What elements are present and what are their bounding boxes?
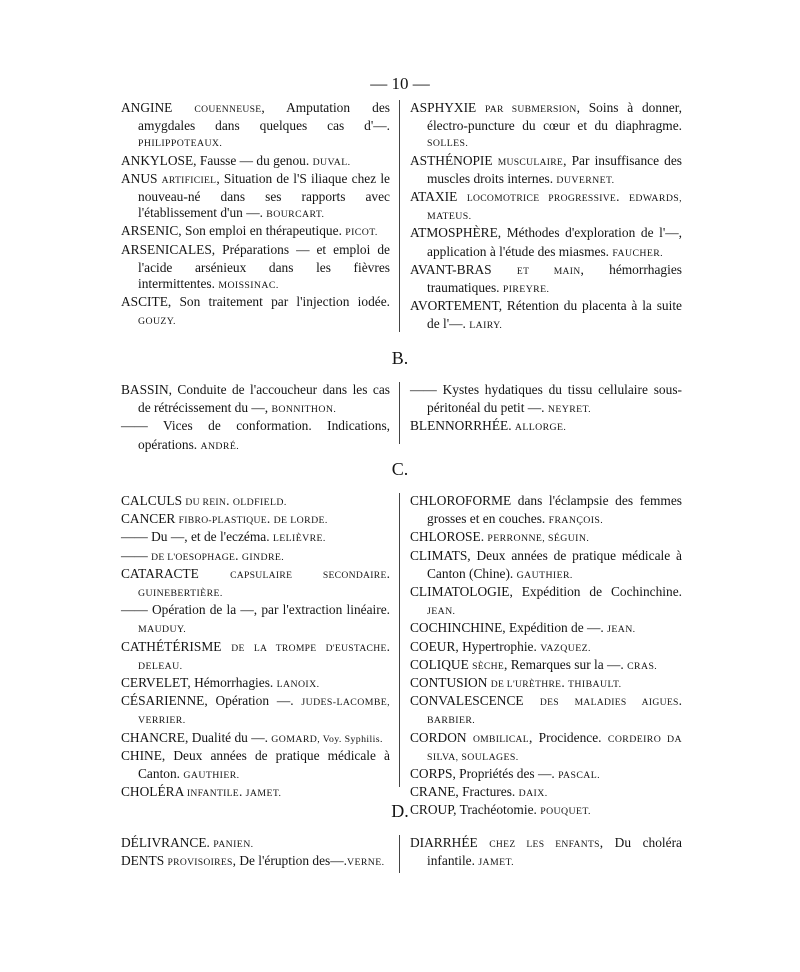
entry-author: PICOT. bbox=[345, 227, 378, 239]
index-entry bbox=[410, 730, 682, 766]
column-divider bbox=[399, 100, 400, 332]
section-b-left-column bbox=[121, 382, 390, 455]
entry-author: PHILIPPOTEAUX. bbox=[138, 138, 223, 150]
entry-heading: DÉLIVRANCE bbox=[121, 835, 207, 850]
entry-heading: CHOLÉRA bbox=[121, 784, 187, 800]
entry-qualifier: OMBILICAL bbox=[472, 733, 529, 745]
entry-text: , Amputation des amygdales dans quelques cas d'—. bbox=[138, 100, 390, 134]
index-entry bbox=[121, 835, 390, 853]
entry-text: . bbox=[480, 529, 488, 545]
entry-author: SOLLES. bbox=[427, 138, 469, 150]
entry-author: NEYRET. bbox=[547, 404, 592, 416]
entry-qualifier: ARTIFICIEL bbox=[161, 174, 217, 186]
section-letter-b: B. bbox=[391, 348, 409, 368]
entry-text: , De l'éruption des—. bbox=[232, 853, 347, 869]
entry-heading: ATMOSPHÈRE bbox=[410, 225, 498, 241]
entry-author: PANIEN. bbox=[213, 839, 254, 850]
entry-heading: CLIMATOLOGIE bbox=[410, 584, 510, 600]
entry-text: Du —, et de l'eczéma. bbox=[151, 529, 273, 545]
index-entry bbox=[121, 511, 390, 529]
entry-text: . bbox=[238, 784, 246, 800]
entry-author: BONNITHON. bbox=[271, 404, 337, 416]
entry-qualifier: DE L'OESOPHAGE bbox=[151, 551, 236, 563]
index-entry bbox=[121, 566, 390, 602]
entry-heading: CHINE bbox=[121, 747, 162, 763]
entry-heading: ASPHYXIE bbox=[410, 100, 485, 115]
index-entry bbox=[121, 675, 390, 693]
entry-heading: ARSENICALES bbox=[121, 241, 212, 257]
entry-author: FRANÇOIS. bbox=[548, 515, 604, 527]
entry-text: , Propriétés des —. bbox=[452, 766, 559, 782]
index-entry bbox=[410, 493, 682, 529]
entry-qualifier: INFANTILE bbox=[186, 788, 239, 800]
index-entry bbox=[410, 548, 682, 584]
entry-heading: COEUR bbox=[410, 638, 456, 654]
section-a-right-column bbox=[410, 100, 682, 335]
entry-heading: AVANT-BRAS bbox=[410, 261, 517, 277]
index-entry bbox=[410, 693, 682, 729]
entry-heading: CHLOROFORME bbox=[410, 493, 512, 508]
section-letter-c: C. bbox=[391, 459, 409, 479]
index-entry bbox=[410, 298, 682, 334]
index-entry bbox=[121, 748, 390, 784]
column-divider bbox=[399, 493, 400, 787]
entry-heading: CORPS bbox=[410, 766, 453, 782]
entry-text: . bbox=[235, 547, 242, 563]
entry-author: MAUDUY. bbox=[138, 624, 187, 636]
entry-text: Kystes hydatiques du tissu cellulaire sous-péritonéal du petit —. bbox=[427, 382, 682, 416]
entry-text: , Du choléra infantile. bbox=[427, 835, 682, 869]
index-entry bbox=[410, 766, 682, 784]
entry-author: THIBAULT. bbox=[568, 679, 622, 691]
section-c-right-column bbox=[410, 493, 682, 821]
entry-text: , Opération —. bbox=[204, 693, 302, 709]
entry-heading: ANGINE bbox=[121, 100, 195, 115]
entry-author: GOUZY. bbox=[138, 316, 176, 328]
index-entry bbox=[410, 189, 682, 225]
index-entry bbox=[121, 223, 390, 241]
page-number: — 10 — bbox=[370, 74, 430, 93]
index-entry bbox=[121, 100, 390, 153]
entry-heading: CÉSARIENNE bbox=[121, 693, 205, 709]
index-entry bbox=[121, 493, 390, 511]
index-entry bbox=[410, 675, 682, 693]
entry-text: , Hémorrhagies. bbox=[187, 675, 277, 691]
entry-text: , Procidence. bbox=[528, 729, 608, 745]
entry-heading: DENTS bbox=[121, 853, 168, 869]
entry-author: GUINEBERTIÈRE. bbox=[138, 588, 223, 600]
entry-text: , Par insuffisance des muscles droits internes. bbox=[427, 152, 683, 186]
entry-heading: AVORTEMENT bbox=[410, 298, 499, 314]
index-entry bbox=[121, 382, 390, 418]
entry-text: . bbox=[386, 565, 390, 581]
entry-qualifier: DE LA TROMPE D'EUSTACHE bbox=[231, 642, 387, 654]
entry-author: FAUCHER. bbox=[612, 247, 664, 259]
entry-author: DUVERNET. bbox=[556, 174, 615, 186]
entry-author: PASCAL. bbox=[558, 770, 600, 782]
entry-heading: BLENNORRHÉE bbox=[410, 418, 509, 434]
entry-qualifier: COUENNEUSE bbox=[194, 104, 262, 115]
index-entry bbox=[121, 242, 390, 295]
entry-author: JEAN. bbox=[427, 606, 456, 618]
entry-text: , Fractures. bbox=[455, 784, 519, 800]
index-entry bbox=[410, 657, 682, 675]
entry-author: ANDRÉ. bbox=[200, 440, 240, 452]
entry-heading: DIARRHÉE bbox=[410, 835, 490, 850]
entry-heading: ARSENIC bbox=[121, 223, 179, 239]
entry-qualifier: MUSCULAIRE bbox=[497, 156, 564, 168]
entry-author: GAUTHIER. bbox=[183, 770, 240, 782]
entry-text: Vices de conformation. Indications, opérations. bbox=[138, 418, 391, 452]
index-entry bbox=[121, 548, 390, 566]
entry-text: . bbox=[561, 675, 569, 691]
entry-author: PIREYRE. bbox=[502, 284, 550, 296]
index-entry bbox=[410, 639, 682, 657]
entry-qualifier: DU REIN bbox=[185, 497, 227, 508]
entry-heading: COLIQUE bbox=[410, 656, 473, 672]
entry-author: EDWARDS, MATEUS. bbox=[427, 193, 682, 223]
entry-qualifier: LOCOMOTRICE PROGRESSIVE bbox=[466, 193, 617, 205]
entry-heading: CORDON bbox=[410, 729, 473, 745]
index-entry bbox=[121, 153, 390, 171]
entry-text: , Conduite de l'accoucheur dans les cas de rétrécissement du —, bbox=[138, 382, 390, 416]
entry-text: . bbox=[386, 638, 390, 654]
index-entry bbox=[121, 171, 390, 224]
section-c-left-column bbox=[121, 493, 390, 802]
entry-heading: ASTHÉNOPIE bbox=[410, 152, 498, 168]
entry-heading: CATHÉTÉRISME bbox=[121, 638, 232, 654]
entry-author: JAMET. bbox=[245, 788, 282, 800]
entry-qualifier: ET MAIN bbox=[516, 265, 581, 277]
entry-qualifier: SÈCHE bbox=[472, 660, 504, 672]
entry-text: . bbox=[206, 835, 214, 850]
entry-heading: COCHINCHINE bbox=[410, 620, 503, 636]
index-entry bbox=[410, 835, 682, 871]
index-entry bbox=[121, 294, 390, 330]
index-entry bbox=[410, 225, 682, 261]
entry-heading: BASSIN bbox=[121, 382, 169, 397]
entry-heading: CRANE bbox=[410, 784, 456, 800]
entry-text: , Hypertrophie. bbox=[455, 638, 541, 654]
entry-text: , Situation de l'S iliaque chez le nouveau-né dans ses rapports avec l'établissement d'un —. bbox=[138, 170, 390, 221]
entry-heading: —— bbox=[121, 529, 152, 545]
column-divider bbox=[399, 835, 400, 873]
section-d-right-column bbox=[410, 835, 682, 871]
index-entry bbox=[121, 784, 390, 802]
entry-heading: CANCER bbox=[121, 511, 179, 527]
index-entry bbox=[410, 382, 682, 418]
index-entry bbox=[121, 529, 390, 547]
entry-qualifier: PROVISOIRES bbox=[167, 857, 233, 869]
index-entry bbox=[410, 784, 682, 802]
entry-author: POUQUET. bbox=[540, 806, 591, 818]
entry-text: dans l'éclampsie des femmes grosses et en couches. bbox=[427, 493, 682, 527]
entry-author: CRAS. bbox=[627, 660, 658, 672]
entry-qualifier: CAPSULAIRE SECONDAIRE bbox=[230, 569, 387, 581]
entry-text: , Préparations — et emploi de l'acide arsénieux dans les fièvres intermittentes. bbox=[138, 241, 390, 292]
entry-heading: ANUS bbox=[121, 170, 162, 186]
entry-qualifier: CHEZ LES ENFANTS bbox=[489, 839, 600, 850]
entry-text: , Méthodes d'exploration de l'—, application à l'étude des miasmes. bbox=[427, 225, 682, 259]
entry-author: LAIRY. bbox=[469, 320, 503, 332]
entry-author: DE LORDE. bbox=[273, 515, 328, 527]
entry-heading: ATAXIE bbox=[410, 189, 467, 205]
entry-heading: ASCITE bbox=[121, 294, 168, 310]
entry-text: , Trachéotomie. bbox=[453, 802, 541, 818]
entry-heading: —— bbox=[121, 602, 152, 618]
entry-text: . bbox=[266, 511, 274, 527]
entry-heading: CATARACTE bbox=[121, 565, 231, 581]
entry-text: . bbox=[226, 493, 233, 508]
entry-author: GAUTHIER. bbox=[516, 569, 573, 581]
entry-heading: CONTUSION bbox=[410, 675, 491, 691]
section-d-left-column bbox=[121, 835, 390, 871]
entry-text: , hémorrhagies traumatiques. bbox=[427, 261, 682, 296]
entry-heading: —— bbox=[121, 547, 152, 563]
entry-author: BARBIER. bbox=[427, 715, 476, 727]
index-entry bbox=[410, 262, 682, 298]
section-b-right-column bbox=[410, 382, 682, 437]
entry-author: DUVAL. bbox=[312, 156, 351, 168]
entry-text: , Son traitement par l'injection iodée. bbox=[167, 294, 390, 310]
entry-text: , Expédition de Cochinchine. bbox=[509, 584, 682, 600]
entry-author: JAMET. bbox=[478, 857, 515, 869]
entry-heading: CERVELET bbox=[121, 675, 188, 691]
entry-text: , Son emploi en thérapeutique. bbox=[178, 223, 346, 239]
entry-text: . bbox=[508, 418, 515, 434]
entry-heading: CROUP bbox=[410, 802, 454, 818]
entry-text: , Dualité du —. bbox=[185, 729, 272, 745]
index-entry bbox=[121, 418, 390, 454]
index-entry bbox=[121, 693, 390, 729]
entry-text: , Expédition de —. bbox=[502, 620, 608, 636]
entry-author: OLDFIELD. bbox=[232, 497, 287, 508]
entry-qualifier: DE L'URÈTHRE bbox=[490, 679, 562, 691]
entry-author: PERRONNE, SÉGUIN. bbox=[487, 533, 590, 545]
index-entry bbox=[410, 100, 682, 153]
entry-heading: ANKYLOSE bbox=[121, 152, 194, 168]
entry-heading: CHLOROSE bbox=[410, 529, 481, 545]
entry-author: BOURCART. bbox=[266, 209, 325, 221]
entry-author: DAIX. bbox=[518, 788, 548, 800]
entry-text: . bbox=[616, 189, 629, 205]
entry-heading: CLIMATS bbox=[410, 547, 468, 563]
entry-author: DELEAU. bbox=[138, 660, 183, 672]
entry-text: , Soins à donner, électro-puncture du cœur et du diaphragme. bbox=[427, 100, 682, 134]
entry-author: ALLORGE. bbox=[514, 422, 567, 434]
entry-text: , Deux années de pratique médicale à Canton. bbox=[138, 747, 390, 782]
entry-heading: CHANCRE bbox=[121, 729, 185, 745]
entry-qualifier: FIBRO-PLASTIQUE bbox=[178, 515, 267, 527]
index-entry bbox=[121, 730, 390, 748]
entry-heading: —— bbox=[121, 418, 163, 434]
entry-author: GINDRE. bbox=[241, 551, 285, 563]
entry-text: , Fausse — du genou. bbox=[193, 152, 313, 168]
entry-qualifier: DES MALADIES AIGUES bbox=[539, 697, 679, 709]
index-entry bbox=[410, 529, 682, 547]
entry-heading: CALCULS bbox=[121, 493, 186, 508]
index-entry bbox=[410, 418, 682, 436]
entry-text: , Rétention du placenta à la suite de l'—. bbox=[427, 298, 682, 332]
index-entry bbox=[410, 584, 682, 620]
entry-author: CORDEIRO DA SILVA, SOULAGES. bbox=[427, 733, 682, 763]
entry-author: MOISSINAC. bbox=[218, 280, 279, 292]
entry-text: , Remarques sur la —. bbox=[504, 656, 628, 672]
index-entry bbox=[410, 153, 682, 189]
index-entry bbox=[121, 853, 390, 871]
entry-author: LELIÈVRE. bbox=[272, 533, 326, 545]
index-entry bbox=[410, 620, 682, 638]
entry-heading: CONVALESCENCE bbox=[410, 693, 540, 709]
entry-heading: —— bbox=[410, 382, 443, 397]
entry-author: VERNE. bbox=[347, 857, 385, 869]
column-divider bbox=[399, 382, 400, 444]
entry-qualifier: PAR SUBMERSION bbox=[484, 104, 577, 115]
index-entry bbox=[121, 639, 390, 675]
section-letter-d: D. bbox=[391, 801, 409, 821]
section-a-left-column bbox=[121, 100, 390, 331]
entry-author: VAZQUEZ. bbox=[540, 642, 591, 654]
entry-author: GOMARD, Voy. Syphilis. bbox=[271, 733, 383, 745]
entry-author: JEAN. bbox=[607, 624, 636, 636]
entry-text: Opération de la —, par l'extraction linéaire. bbox=[151, 602, 390, 618]
entry-text: , Deux années de pratique médicale à Canton (Chine). bbox=[427, 547, 682, 581]
entry-text: . bbox=[678, 693, 682, 709]
entry-author: LANOIX. bbox=[276, 679, 320, 691]
index-entry bbox=[121, 602, 390, 638]
entry-author: JUDES-LACOMBE, VERRIER. bbox=[138, 697, 390, 727]
